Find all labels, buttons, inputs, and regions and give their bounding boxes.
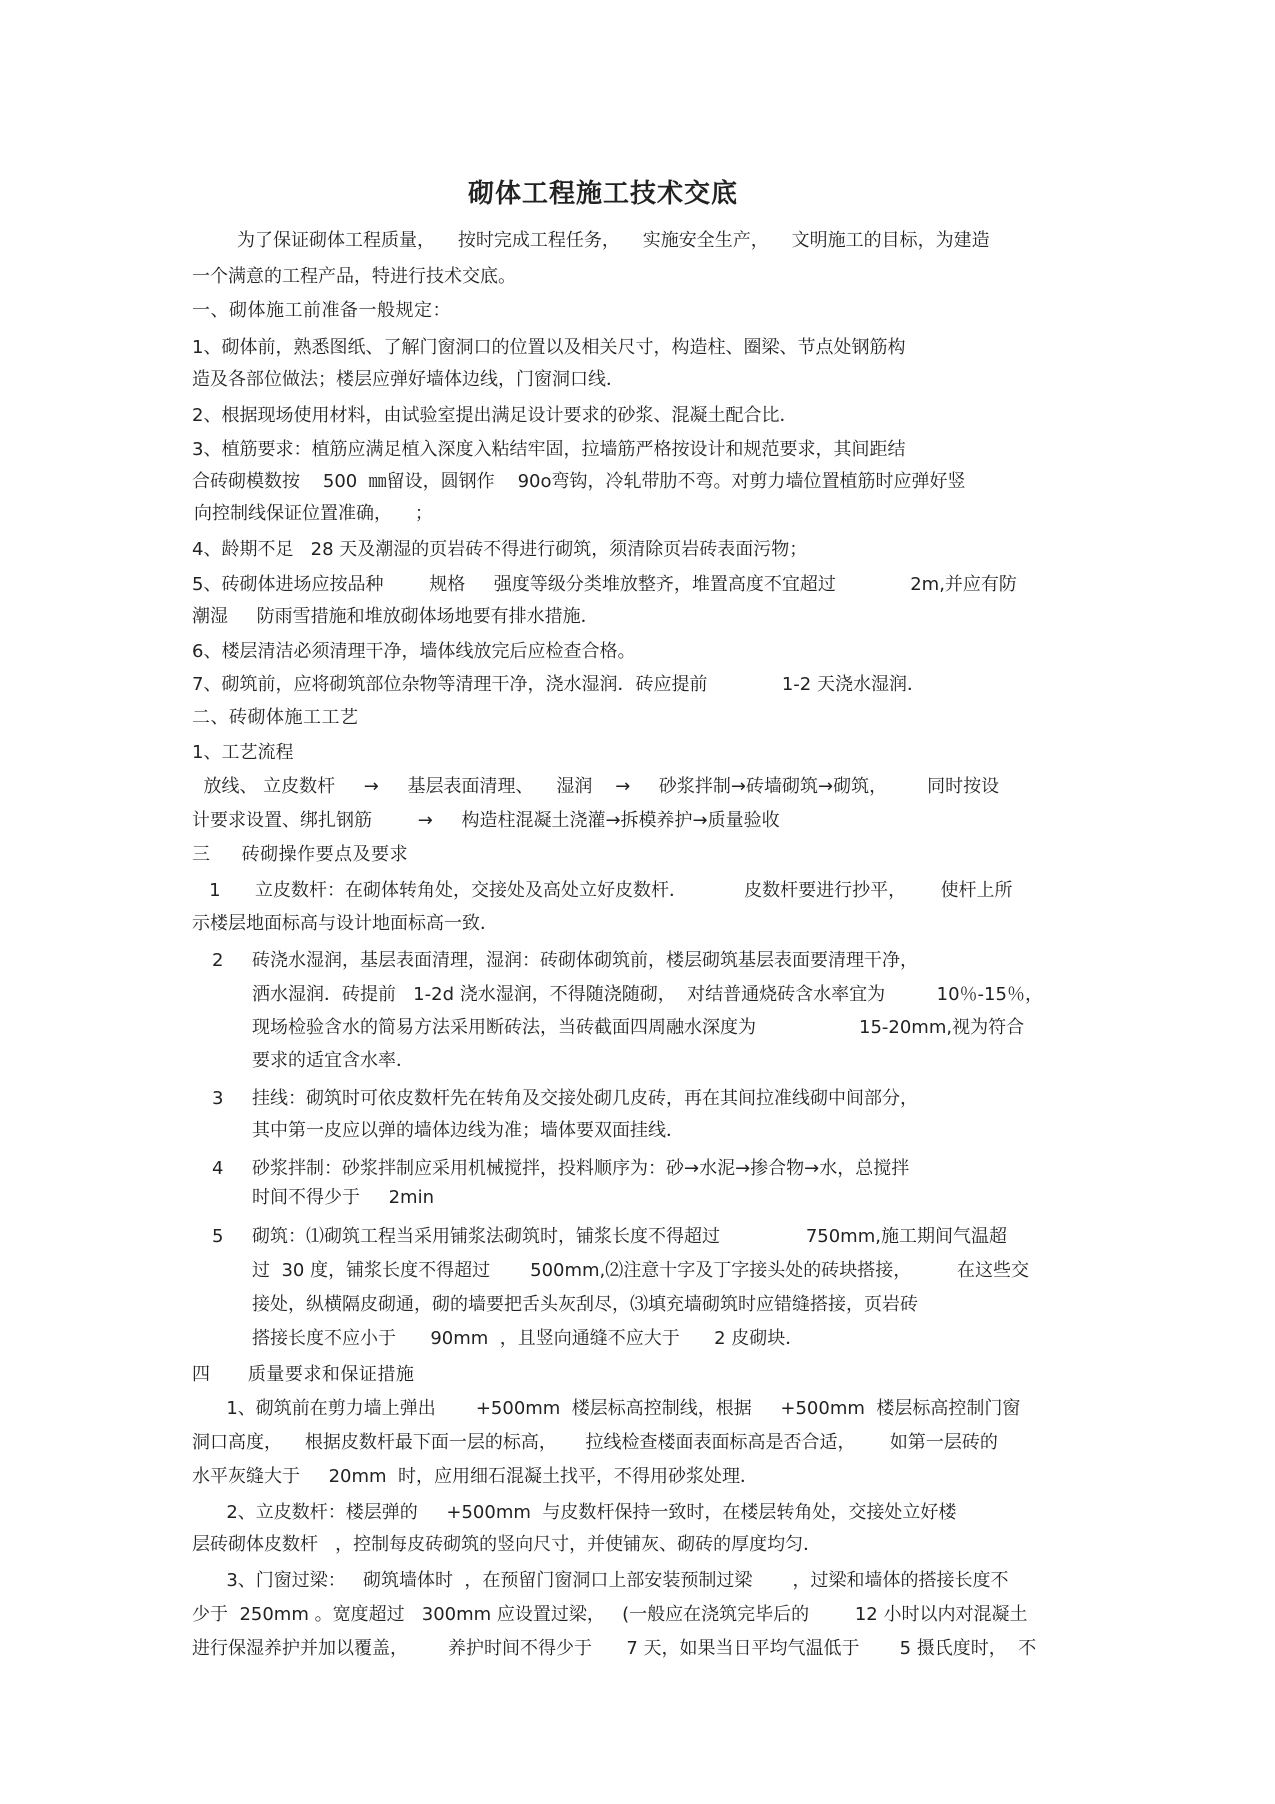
section-4-item-2-line-1: 2、立皮数杆：楼层弹的 +500mm 与皮数杆保持一致时，在楼层转角处，交接处立好楼 [192, 1502, 957, 1523]
section-3-item-3-line-2: 其中第一皮应以弹的墙体边线为准；墙体要双面挂线． [252, 1120, 684, 1141]
section-4-item-2-line-2: 层砖砌体皮数杆 ，控制每皮砖砌筑的竖向尺寸，并使铺灰、砌砖的厚度均匀． [192, 1534, 822, 1555]
section-3-item-1-line-2: 示楼层地面标高与设计地面标高一致． [192, 913, 498, 934]
section-1-item-7: 7、砌筑前，应将砌筑部位杂物等清理干净，浇水湿润．砖应提前 1-2 天浇水湿润． [192, 674, 925, 695]
section-1-item-5-line-1: 5、砖砌体进场应按品种 规格 强度等级分类堆放整齐，堆置高度不宜超过 2m,并应有防 [192, 574, 1017, 595]
section-3-item-5-line-2: 过 30 度，铺浆长度不得超过 500mm,⑵注意十字及丁字接头处的砖块搭接， 在这些交 [252, 1260, 1030, 1281]
section-1-heading: 一、砌体施工前准备一般规定： [192, 300, 451, 321]
section-1-item-6: 6、楼层清洁必须清理干净，墙体线放完后应检查合格。 [192, 641, 636, 662]
section-2-heading: 二、砖砌体施工工艺 [192, 707, 359, 728]
section-3-item-5-line-1: 砌筑：⑴砌筑工程当采用铺浆法砌筑时，铺浆长度不得超过 750mm,施工期间气温超 [252, 1226, 1007, 1247]
section-1-item-3-line-2: 合砖砌模数按 500 ㎜留设，圆钢作 90o弯钩，冷轧带肋不弯。对剪力墙位置植筋时应弹好竖 [192, 471, 966, 492]
section-3-heading: 三 砖砌操作要点及要求 [192, 844, 409, 865]
section-1-item-3-line-1: 3、植筋要求：植筋应满足植入深度入粘结牢固，拉墙筋严格按设计和规范要求，其间距结 [192, 439, 906, 460]
section-3-item-5-line-3: 接处，纵横隔皮砌通，砌的墙要把舌头灰刮尽，⑶填充墙砌筑时应错缝搭接，页岩砖 [252, 1294, 918, 1315]
section-3-item-4-line-2: 时间不得少于 2min [252, 1187, 435, 1208]
section-3-item-5-line-4: 搭接长度不应小于 90mm ，且竖向通缝不应大于 2 皮砌块． [252, 1328, 804, 1349]
intro-line-1: 为了保证砌体工程质量， 按时完成工程任务， 实施安全生产， 文明施工的目标，为建造 [237, 230, 990, 251]
process-flow-line-2: 计要求设置、绑扎钢筋 → 构造柱混凝土浇灌→拆模养护→质量验收 [192, 810, 780, 831]
section-2-item-1-heading: 1、工艺流程 [192, 742, 294, 763]
section-4-item-3-line-3: 进行保湿养护并加以覆盖， 养护时间不得少于 7 天，如果当日平均气温低于 5 摄氏度时， 不 [192, 1638, 1037, 1659]
section-1-item-2: 2、根据现场使用材料，由试验室提出满足设计要求的砂浆、混凝土配合比． [192, 405, 798, 426]
section-1-item-3-line-3: 向控制线保证位置准确， ； [194, 503, 433, 524]
section-4-item-1-line-3: 水平灰缝大于 20mm 时，应用细石混凝土找平，不得用砂浆处理． [192, 1466, 759, 1487]
section-3-item-2-number: 2 [212, 950, 224, 971]
section-3-item-1-line-1: 1 立皮数杆：在砌体转角处，交接处及高处立好皮数杆． 皮数杆要进行抄平， 使杆上所 [192, 880, 1013, 901]
section-3-item-2-line-4: 要求的适宜含水率． [252, 1050, 414, 1071]
section-4-item-3-line-1: 3、门窗过梁： 砌筑墙体时 ，在预留门窗洞口上部安装预制过梁 ，过梁和墙体的搭接长度不 [192, 1570, 1009, 1591]
intro-line-2: 一个满意的工程产品，特进行技术交底。 [192, 266, 516, 287]
section-1-item-5-line-2: 潮湿 防雨雪措施和堆放砌体场地要有排水措施． [192, 606, 599, 627]
section-4-item-1-line-1: 1、砌筑前在剪力墙上弹出 +500mm 楼层标高控制线，根据 +500mm 楼层标高控制门窗 [192, 1398, 1021, 1419]
section-4-item-1-line-2: 洞口高度， 根据皮数杆最下面一层的标高， 拉线检查楼面表面标高是否合适， 如第一层砖的 [192, 1432, 998, 1453]
section-3-item-4-line-1: 砂浆拌制：砂浆拌制应采用机械搅拌，投料顺序为：砂→水泥→掺合物→水，总搅拌 [252, 1158, 910, 1179]
section-3-item-2-line-2: 洒水湿润．砖提前 1-2d 浇水湿润，不得随浇随砌， 对结普通烧砖含水率宜为 10％-15％， [252, 984, 1043, 1005]
section-3-item-2-line-3: 现场检验含水的简易方法采用断砖法，当砖截面四周融水深度为 15-20mm,视为符合 [252, 1017, 1025, 1038]
process-flow-line-1: 放线、 立皮数杆 → 基层表面清理、 湿润 → 砂浆拌制→砖墙砌筑→砌筑， 同时按设 [192, 776, 1000, 797]
section-3-item-3-number: 3 [212, 1088, 224, 1109]
section-4-heading: 四 质量要求和保证措施 [192, 1364, 415, 1385]
section-1-item-4: 4、龄期不足 28 天及潮湿的页岩砖不得进行砌筑，须清除页岩砖表面污物； [192, 539, 808, 560]
section-3-item-5-number: 5 [212, 1226, 224, 1247]
section-4-item-3-line-2: 少于 250mm 。宽度超过 300mm 应设置过梁， (一般应在浇筑完毕后的 12 小时以内对混凝土 [192, 1604, 1028, 1625]
section-1-item-1-line-2: 造及各部位做法；楼层应弹好墙体边线，门窗洞口线． [192, 369, 624, 390]
document-title: 砌体工程施工技术交底 [468, 179, 739, 209]
section-3-item-2-line-1: 砖浇水湿润，基层表面清理，湿润：砖砌体砌筑前，楼层砌筑基层表面要清理干净， [252, 950, 918, 971]
section-3-item-4-number: 4 [212, 1158, 224, 1179]
section-3-item-3-line-1: 挂线：砌筑时可依皮数杆先在转角及交接处砌几皮砖，再在其间拉准线砌中间部分， [252, 1088, 918, 1109]
section-1-item-1-line-1: 1、砌体前，熟悉图纸、了解门窗洞口的位置以及相关尺寸，构造柱、圈梁、节点处钢筋构 [192, 337, 906, 358]
